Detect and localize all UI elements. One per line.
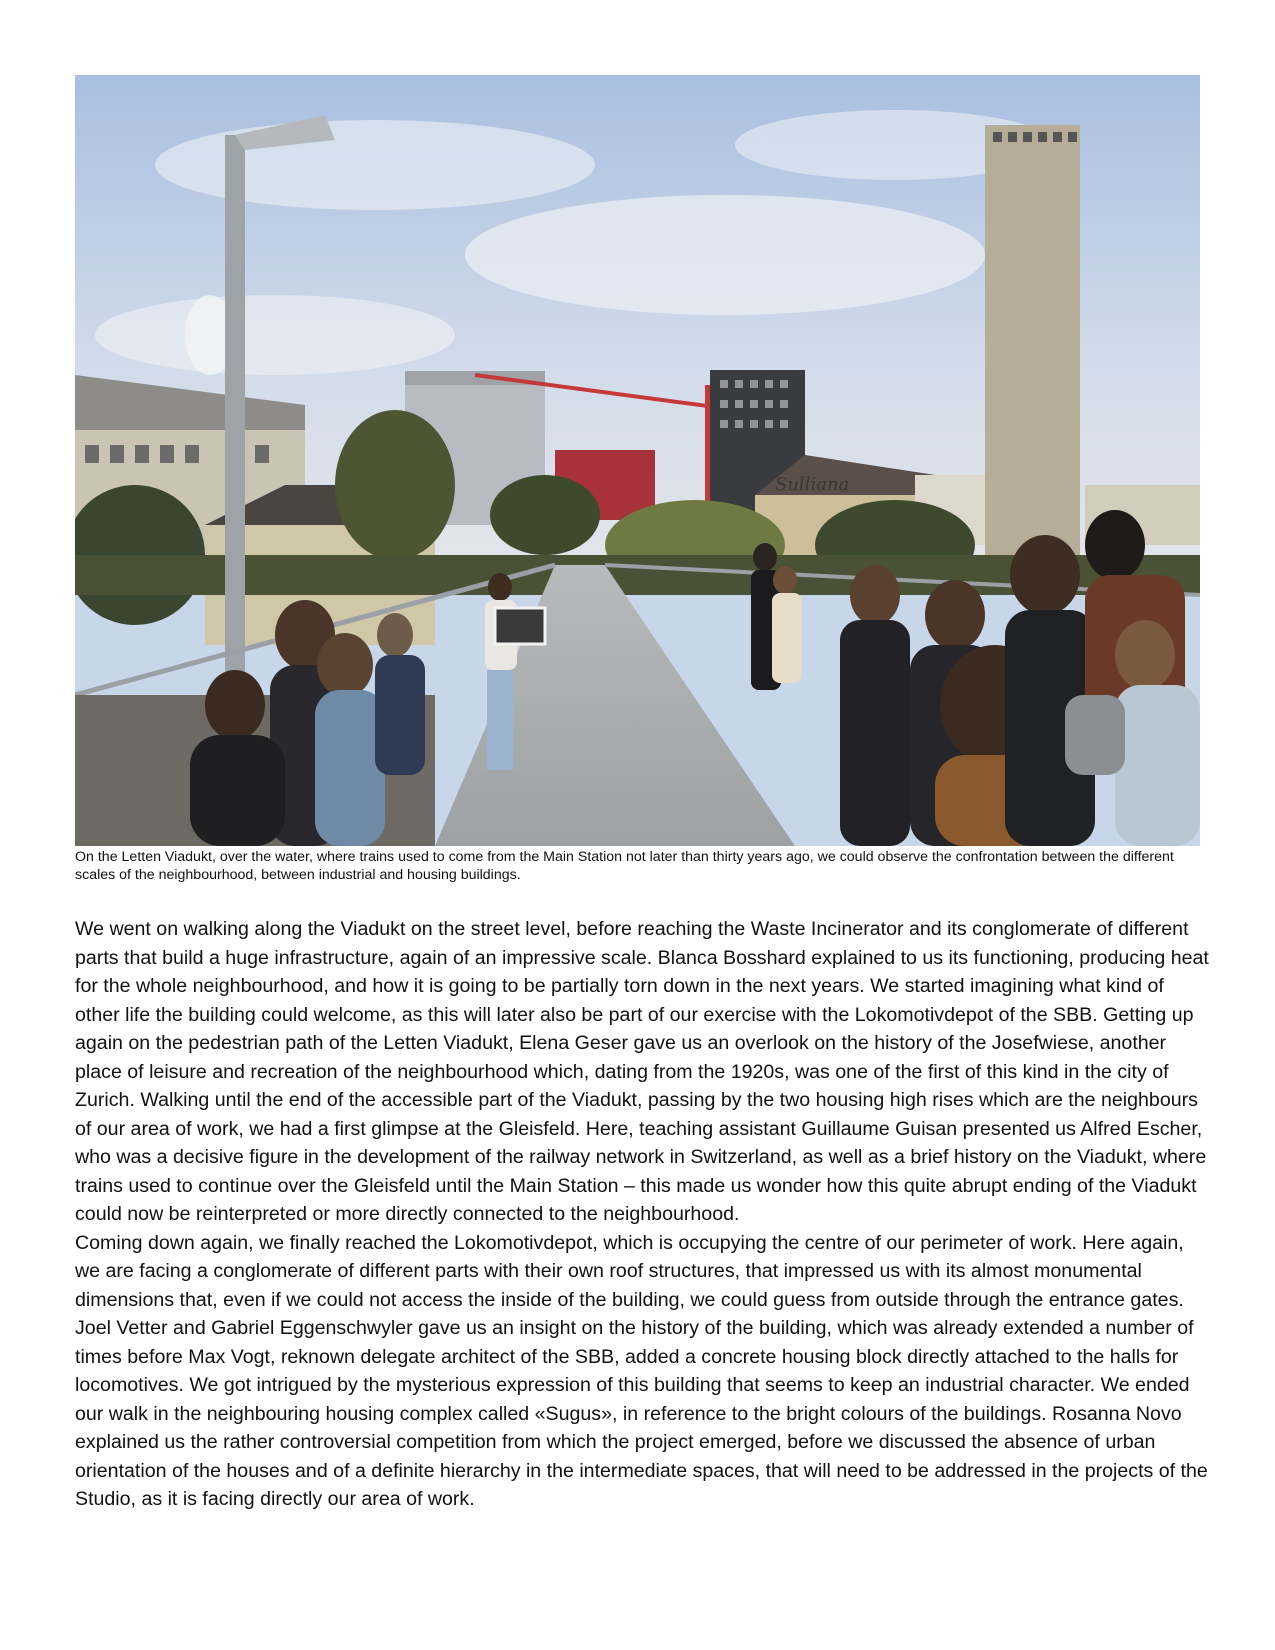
paragraph: Coming down again, we finally reached the Lokomotivdepot, which is occupying the centre of our perimeter of work. Here again, we are facing a conglomerate of different parts with their own roof structures, that impressed us with its almost monumental dimensions that, even if we could not access the inside of the building, we could guess from outside through the entrance gates. Joel Vetter and Gabriel Eggenschwyler gave us an insight on the history of the building, which was already extended a number of times before Max Vogt, reknown delegate architect of the SBB, added a concrete housing block directly attached to the halls for locomotives. We got intrigued by the mysterious expression of this building that seems to keep an industrial character. We ended our walk in the neighbouring housing complex called «Sugus», in reference to the bright colours of the buildings. Rosanna Novo explained us the rather controversial competition from which the project emerged, before we discussed the absence of urban orientation of the houses and of a definite hierarchy in the intermediate spaces, that will need to be addressed in the projects of the Studio, as it is facing directly our area of work. xyxy=(75,1231,1208,1510)
concrete-tower xyxy=(985,125,1080,555)
photo-illustration xyxy=(75,75,1200,846)
tree xyxy=(335,410,455,560)
photo-caption: On the Letten Viadukt, over the water, where trains used to come from the Main Station not later than thirty years ago, we could observe the confrontation between the different scales of the neighbourhood, between industrial and housing buildings. xyxy=(75,849,1174,883)
article-body xyxy=(75,915,1210,1514)
viadukt-photo xyxy=(75,75,1200,846)
sulliana-sign: Sulliana xyxy=(775,474,850,495)
paragraph: We went on walking along the Viadukt on the street level, before reaching the Waste Incinerator and its conglomerate of different parts that build a huge infrastructure, again of an impressive scale. Blanca Bosshard explained to us its functioning, producing heat for the whole neighbourhood, and how it is going to be partially torn down in the next years. We started imagining what kind of other life the building could welcome, as this will later also be part of our exercise with the Lokomotivdepot of the SBB. Getting up again on the pedestrian path of the Letten Viadukt, Elena Geser gave us an overlook on the history of the Josefwiese, another place of leisure and recreation of the neighbourhood which, dating from the 1920s, was one of the first of this kind in the city of Zurich. Walking until the end of the accessible part of the Viadukt, passing by the two housing high rises which are the neighbours of our area of work, we had a first glimpse at the Gleisfeld. Here, teaching assistant Guillaume Guisan presented us Alfred Escher, who was a decisive figure in the development of the railway network in Switzerland, as well as a brief history on the Viadukt, where trains used to continue over the Gleisfeld until the Main Station – this made us wonder how this quite abrupt ending of the Viadukt could now be reinterpreted or more directly connected to the neighbourhood. xyxy=(75,918,1209,1225)
